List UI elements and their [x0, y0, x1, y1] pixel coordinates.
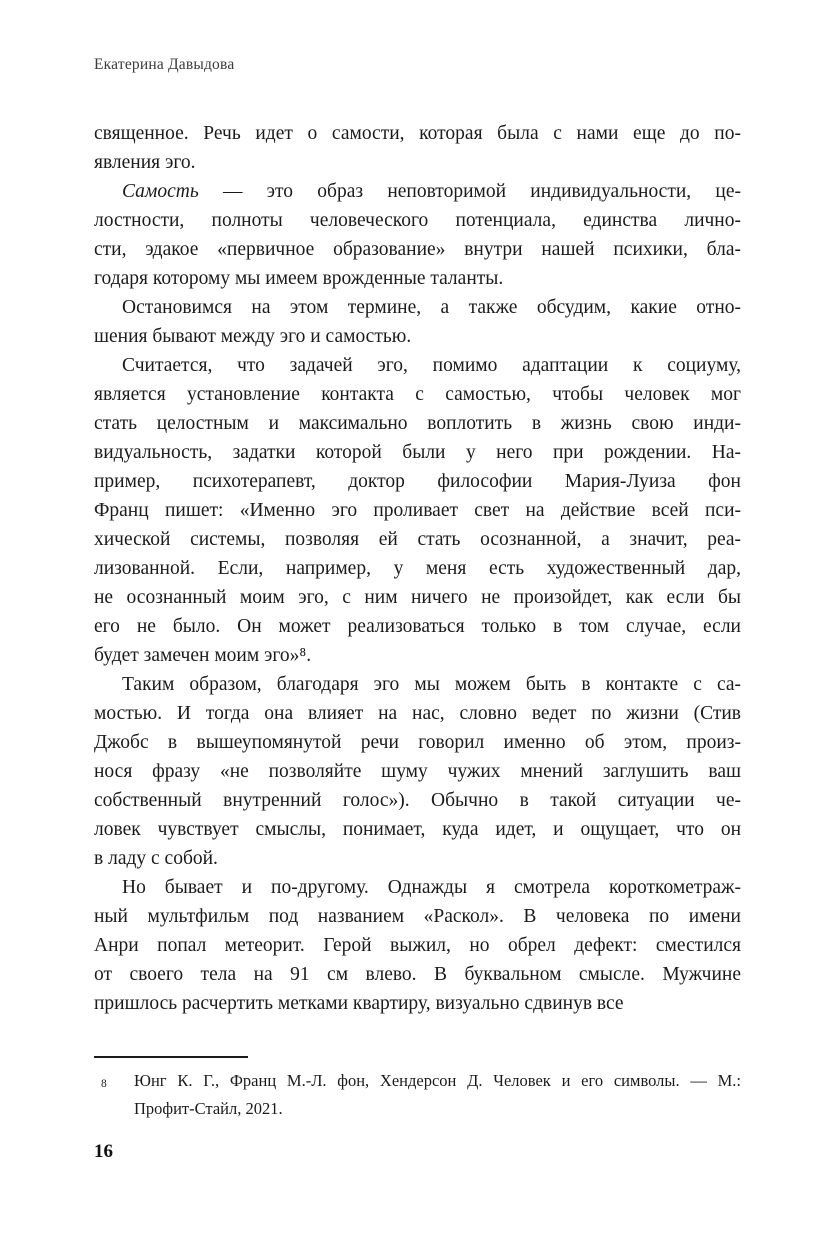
paragraph	[94, 670, 741, 873]
text-line: Анри попал метеорит. Герой выжил, но обрел дефект: сместился	[94, 935, 741, 956]
text-line: собственный внутренний голос»). Обычно в такой ситуации че-	[94, 790, 741, 811]
text-line: нося фразу «не позволяйте шуму чужих мнений заглушить ваш	[94, 761, 741, 782]
text-line: лизованной. Если, например, у меня есть художественный дар,	[94, 558, 741, 579]
footnote-text-line: Профит-Стайл, 2021.	[134, 1099, 283, 1118]
text-line: хической системы, позволяя ей стать осознанной, а значит, реа-	[94, 529, 741, 550]
text-line: будет замечен моим эго»⁸.	[94, 645, 312, 666]
footnote-divider	[94, 1056, 248, 1058]
emphasized-term: Самость	[122, 181, 199, 202]
footnote-text-line: Юнг К. Г., Франц М.-Л. фон, Хендерсон Д. Человек и его символы. — М.:	[134, 1071, 741, 1090]
text-line: не осознанный моим эго, с ним ничего не произойдет, как если бы	[94, 587, 741, 608]
body-text	[94, 119, 741, 1018]
text-line: Но бывает и по-другому. Однажды я смотрела короткометраж-	[122, 877, 741, 898]
text-line: ловек чувствует смыслы, понимает, куда идет, и ощущает, что он	[94, 819, 741, 840]
footnote	[94, 1067, 741, 1123]
text-line: Самость — это образ неповторимой индивидуальности, це-	[122, 181, 741, 202]
paragraph	[94, 119, 741, 177]
text-line: его не было. Он может реализоваться только в том случае, если	[94, 616, 741, 637]
text-line: священное. Речь идет о самости, которая была с нами еще до по-	[94, 123, 741, 144]
text-line: от своего тела на 91 см влево. В буквальном смысле. Мужчине	[94, 964, 741, 985]
paragraph	[94, 177, 741, 293]
footnote-text	[134, 1067, 741, 1123]
text-line: Франц пишет: «Именно эго проливает свет на действие всей пси-	[94, 500, 741, 521]
text-line: мостью. И тогда она влияет на нас, словно ведет по жизни (Стив	[94, 703, 741, 724]
text-line: стать целостным и максимально воплотить в жизнь свою инди-	[94, 413, 741, 434]
paragraph	[94, 293, 741, 351]
footnote-marker: 8	[101, 1078, 107, 1090]
text-line: сти, эдакое «первичное образование» внутри нашей психики, бла-	[94, 239, 741, 260]
text-line: в ладу с собой.	[94, 848, 218, 869]
page-number: 16	[94, 1141, 113, 1162]
text-line: Таким образом, благодаря эго мы можем быть в контакте с са-	[122, 674, 741, 695]
text-line: годаря которому мы имеем врожденные таланты.	[94, 268, 504, 289]
text-line: лостности, полноты человеческого потенциала, единства лично-	[94, 210, 741, 231]
text-line: Считается, что задачей эго, помимо адаптации к социуму,	[122, 355, 741, 376]
running-header-author: Екатерина Давыдова	[94, 56, 235, 73]
text-line: явления эго.	[94, 152, 196, 173]
text-line: Остановимся на этом термине, а также обсудим, какие отно-	[122, 297, 741, 318]
paragraph	[94, 351, 741, 670]
text-line: Джобс в вышеупомянутой речи говорил именно об этом, произ-	[94, 732, 741, 753]
text-line: пришлось расчертить метками квартиру, визуально сдвинув все	[94, 993, 624, 1014]
paragraph	[94, 873, 741, 1018]
text-line: видуальность, задатки которой были у него при рождении. На-	[94, 442, 741, 463]
text-line: пример, психотерапевт, доктор философии Мария-Луиза фон	[94, 471, 741, 492]
text-line: является установление контакта с самостью, чтобы человек мог	[94, 384, 741, 405]
text-line: ный мультфильм под названием «Раскол». В человека по имени	[94, 906, 741, 927]
text-line: шения бывают между эго и самостью.	[94, 326, 412, 347]
